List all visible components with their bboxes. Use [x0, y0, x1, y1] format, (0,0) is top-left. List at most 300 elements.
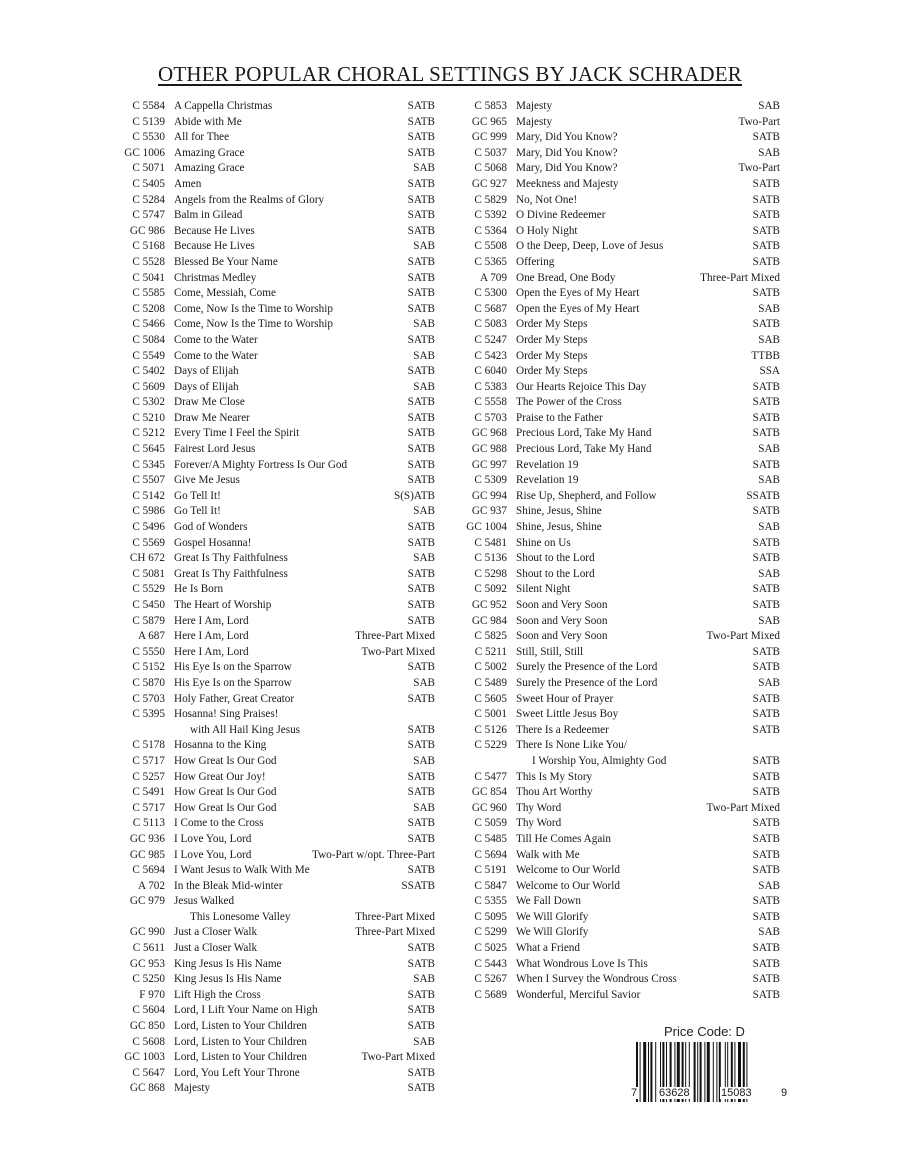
catalog-code: C 5001 — [474, 708, 507, 721]
song-title: I Want Jesus to Walk With Me — [174, 864, 310, 877]
song-title: Thy Word — [516, 817, 562, 830]
catalog-code: A 709 — [479, 271, 507, 284]
song-title: Great Is Thy Faithfulness — [174, 567, 288, 580]
voicing: SATB — [407, 723, 435, 736]
catalog-row — [110, 1003, 435, 1019]
catalog-row — [452, 660, 780, 676]
voicing: SSATB — [746, 489, 780, 502]
catalog-code: C 5191 — [474, 864, 507, 877]
catalog-code: C 5208 — [132, 302, 165, 315]
song-title: O Holy Night — [516, 224, 578, 237]
voicing: SAB — [413, 380, 435, 393]
song-title: Amazing Grace — [174, 162, 245, 175]
catalog-code: C 5477 — [474, 770, 507, 783]
voicing: SAB — [758, 474, 780, 487]
catalog-row — [110, 504, 435, 520]
voicing: SATB — [407, 427, 435, 440]
catalog-code: C 5365 — [474, 255, 507, 268]
catalog-row — [110, 317, 435, 333]
catalog-code: GC 997 — [471, 458, 507, 471]
voicing: SATB — [752, 692, 780, 705]
catalog-row — [110, 1081, 435, 1097]
song-title: We Will Glorify — [516, 926, 589, 939]
catalog-code: GC 965 — [471, 115, 507, 128]
voicing: SATB — [752, 723, 780, 736]
voicing: SATB — [752, 318, 780, 331]
catalog-row — [452, 458, 780, 474]
catalog-code: GC 850 — [129, 1020, 165, 1033]
catalog-row — [110, 863, 435, 879]
catalog-code: GC 1003 — [124, 1051, 165, 1064]
song-title: Lord, Listen to Your Children — [174, 1035, 308, 1048]
catalog-row — [110, 239, 435, 255]
song-title: King Jesus Is His Name — [174, 973, 282, 986]
catalog-code: C 5491 — [132, 786, 165, 799]
song-title: Just a Closer Walk — [174, 942, 258, 955]
catalog-row — [452, 130, 780, 146]
voicing: SATB — [752, 864, 780, 877]
voicing: SAB — [413, 552, 435, 565]
catalog-code: C 5647 — [132, 1066, 165, 1079]
song-title: Gospel Hosanna! — [174, 536, 252, 549]
catalog-row — [110, 161, 435, 177]
catalog-code: C 5703 — [474, 411, 507, 424]
catalog-code: A 702 — [137, 879, 165, 892]
catalog-code: C 5178 — [132, 739, 165, 752]
voicing: SATB — [407, 786, 435, 799]
catalog-code: C 5152 — [132, 661, 165, 674]
voicing: Two-Part Mixed — [706, 801, 780, 814]
song-title: Christmas Medley — [174, 271, 257, 284]
voicing: SATB — [407, 1004, 435, 1017]
catalog-code: C 5530 — [132, 131, 165, 144]
catalog-row — [452, 801, 780, 817]
catalog-code: C 5059 — [474, 817, 507, 830]
voicing: SAB — [413, 754, 435, 767]
catalog-row — [110, 364, 435, 380]
voicing: SATB — [752, 661, 780, 674]
voicing: TTBB — [751, 349, 780, 362]
barcode-first-digit: 7 — [631, 1087, 638, 1099]
catalog-row — [110, 910, 435, 926]
catalog-code: C 5687 — [474, 302, 507, 315]
voicing: SATB — [407, 692, 435, 705]
catalog-code: C 5095 — [474, 910, 507, 923]
catalog-code: GC 994 — [471, 489, 507, 502]
catalog-code: C 5126 — [474, 723, 507, 736]
catalog-row — [452, 614, 780, 630]
song-title: Precious Lord, Take My Hand — [516, 427, 652, 440]
catalog-code: C 5212 — [132, 427, 165, 440]
catalog-row — [452, 380, 780, 396]
voicing: SATB — [752, 708, 780, 721]
catalog-code: C 5299 — [474, 926, 507, 939]
voicing: SATB — [407, 988, 435, 1001]
catalog-row — [452, 115, 780, 131]
catalog-row — [110, 177, 435, 193]
catalog-row — [452, 910, 780, 926]
voicing: SATB — [752, 988, 780, 1001]
song-title: Order My Steps — [516, 318, 588, 331]
song-title: Open the Eyes of My Heart — [516, 287, 640, 300]
voicing: Three-Part Mixed — [700, 271, 780, 284]
song-title: I Love You, Lord — [174, 832, 252, 845]
song-title: How Great Is Our God — [174, 754, 277, 767]
catalog-row — [110, 629, 435, 645]
catalog-row — [452, 99, 780, 115]
song-title: Angels from the Realms of Glory — [174, 193, 325, 206]
voicing: SATB — [407, 599, 435, 611]
catalog-row — [110, 614, 435, 630]
catalog-row — [452, 832, 780, 848]
song-title: Days of Elijah — [174, 365, 239, 378]
voicing: SATB — [752, 957, 780, 970]
catalog-code: C 5071 — [132, 162, 165, 175]
catalog-code: GC 952 — [471, 599, 507, 611]
catalog-row — [452, 208, 780, 224]
catalog-code: C 5558 — [474, 396, 507, 409]
catalog-row — [452, 302, 780, 318]
catalog-code: C 5136 — [474, 552, 507, 565]
catalog-code: C 5309 — [474, 474, 507, 487]
catalog-code: GC 979 — [129, 895, 165, 908]
song-title: What Wondrous Love Is This — [516, 957, 648, 970]
catalog-row — [110, 208, 435, 224]
song-title: There Is a Redeemer — [516, 723, 609, 736]
song-title: Draw Me Nearer — [174, 411, 250, 424]
voicing: SATB — [407, 411, 435, 424]
catalog-code: C 5364 — [474, 224, 507, 237]
song-title: Hosanna! Sing Praises! — [174, 708, 279, 721]
catalog-code: GC 953 — [129, 957, 165, 970]
song-title: Shine, Jesus, Shine — [516, 521, 602, 534]
catalog-row — [452, 707, 780, 723]
catalog-code: C 5605 — [474, 692, 507, 705]
catalog-code: C 5211 — [474, 645, 507, 658]
catalog-code: GC 968 — [471, 427, 507, 440]
catalog-row — [452, 567, 780, 583]
catalog-row — [110, 224, 435, 240]
voicing: SATB — [752, 209, 780, 222]
catalog-code: C 5466 — [132, 318, 165, 331]
song-title: Revelation 19 — [516, 458, 579, 471]
voicing: SATB — [752, 973, 780, 986]
song-title: Order My Steps — [516, 365, 588, 378]
song-title: Come, Now Is the Time to Worship — [174, 302, 333, 315]
song-title: Thou Art Worthy — [516, 786, 593, 799]
song-title: Shout to the Lord — [516, 567, 595, 580]
voicing: SATB — [752, 287, 780, 300]
catalog-code: C 5489 — [474, 676, 507, 689]
catalog-row — [110, 271, 435, 287]
catalog-code: A 687 — [137, 630, 165, 643]
song-title: Blessed Be Your Name — [174, 255, 278, 268]
catalog-code: F 970 — [139, 988, 165, 1001]
catalog-row — [452, 364, 780, 380]
catalog-row — [110, 426, 435, 442]
catalog-code: C 5139 — [132, 115, 165, 128]
catalog-code: C 5694 — [132, 864, 165, 877]
catalog-row — [452, 770, 780, 786]
catalog-row — [452, 411, 780, 427]
catalog-row — [110, 567, 435, 583]
catalog-row — [452, 426, 780, 442]
catalog-code: C 5257 — [132, 770, 165, 783]
song-title: Just a Closer Walk — [174, 926, 258, 939]
catalog-row — [452, 504, 780, 520]
voicing: SATB — [752, 754, 780, 767]
voicing: SATB — [407, 131, 435, 144]
catalog-row — [110, 816, 435, 832]
voicing: SATB — [407, 271, 435, 284]
catalog-code: C 5395 — [132, 708, 165, 721]
voicing: SATB — [407, 333, 435, 346]
catalog-code: GC 936 — [129, 832, 165, 845]
song-title: Lord, You Left Your Throne — [174, 1066, 300, 1079]
voicing: SATB — [752, 240, 780, 253]
song-title: God of Wonders — [174, 521, 248, 534]
song-title: Soon and Very Soon — [516, 599, 608, 611]
voicing: SATB — [407, 1020, 435, 1033]
catalog-code: C 5496 — [132, 521, 165, 534]
catalog-code: GC 868 — [129, 1082, 165, 1095]
catalog-row — [110, 255, 435, 271]
catalog-row — [110, 115, 435, 131]
catalog-row — [110, 692, 435, 708]
voicing: SATB — [407, 100, 435, 112]
catalog-code: C 5585 — [132, 287, 165, 300]
voicing: SAB — [413, 240, 435, 253]
song-title: Here I Am, Lord — [174, 614, 249, 627]
catalog-row — [110, 707, 435, 723]
catalog-code: C 5608 — [132, 1035, 165, 1048]
catalog-row — [110, 1019, 435, 1035]
catalog-code: C 5355 — [474, 895, 507, 908]
voicing: Two-Part Mixed — [361, 645, 435, 658]
catalog-row — [110, 333, 435, 349]
song-title: Surely the Presence of the Lord — [516, 676, 658, 689]
catalog-code: GC 988 — [471, 443, 507, 456]
catalog-row — [110, 99, 435, 115]
catalog-code: C 6040 — [474, 365, 507, 378]
voicing: SATB — [752, 458, 780, 471]
catalog-row — [452, 442, 780, 458]
catalog-code: C 5025 — [474, 942, 507, 955]
song-title: Sweet Little Jesus Boy — [516, 708, 619, 721]
voicing: SATB — [752, 895, 780, 908]
catalog-code: C 5084 — [132, 333, 165, 346]
catalog-row — [110, 801, 435, 817]
catalog-row — [452, 193, 780, 209]
voicing: SATB — [752, 380, 780, 393]
song-title: Meekness and Majesty — [516, 177, 619, 190]
catalog-row — [110, 785, 435, 801]
song-title: Silent Night — [516, 583, 571, 596]
song-title: Majesty — [516, 100, 553, 112]
song-title: Our Hearts Rejoice This Day — [516, 380, 647, 393]
song-title: A Cappella Christmas — [174, 100, 273, 112]
song-title: Lift High the Cross — [174, 988, 261, 1001]
voicing: SATB — [407, 770, 435, 783]
catalog-row — [452, 582, 780, 598]
barcode-digits — [630, 1087, 790, 1101]
catalog-code: C 5443 — [474, 957, 507, 970]
catalog-code: C 5747 — [132, 209, 165, 222]
catalog-row — [452, 551, 780, 567]
catalog-code: C 5284 — [132, 193, 165, 206]
catalog-row — [452, 536, 780, 552]
catalog-code: GC 937 — [471, 505, 507, 518]
voicing: SAB — [758, 521, 780, 534]
voicing: SATB — [752, 224, 780, 237]
song-title: Abide with Me — [174, 115, 242, 128]
voicing: SSA — [759, 365, 780, 378]
catalog-code: C 5584 — [132, 100, 165, 112]
voicing: SATB — [407, 474, 435, 487]
song-title: Precious Lord, Take My Hand — [516, 443, 652, 456]
catalog-code: GC 854 — [471, 786, 507, 799]
page-title-text: OTHER POPULAR CHORAL SETTINGS BY JACK SCHRADER — [157, 62, 743, 86]
voicing: SATB — [407, 942, 435, 955]
catalog-row — [452, 317, 780, 333]
voicing: SATB — [752, 910, 780, 923]
catalog-code: C 5508 — [474, 240, 507, 253]
catalog-code: C 5481 — [474, 536, 507, 549]
catalog-code: C 5142 — [132, 489, 165, 502]
catalog-code: CH 672 — [129, 552, 165, 565]
song-title: How Great Is Our God — [174, 801, 277, 814]
catalog-row — [110, 848, 435, 864]
voicing: SATB — [752, 177, 780, 190]
song-title: Welcome to Our World — [516, 864, 620, 877]
voicing: SATB — [407, 661, 435, 674]
song-title: Mary, Did You Know? — [516, 146, 618, 159]
song-title: Revelation 19 — [516, 474, 579, 487]
voicing: SATB — [752, 255, 780, 268]
catalog-code: GC 927 — [471, 177, 507, 190]
song-title: One Bread, One Body — [516, 271, 616, 284]
catalog-row — [452, 754, 780, 770]
catalog-code: C 5250 — [132, 973, 165, 986]
voicing: SATB — [407, 255, 435, 268]
catalog-code: C 5645 — [132, 443, 165, 456]
song-title: Majesty — [516, 115, 553, 128]
catalog-code: C 5247 — [474, 333, 507, 346]
voicing: SATB — [407, 209, 435, 222]
voicing: SATB — [752, 536, 780, 549]
catalog-row — [110, 660, 435, 676]
catalog-row — [452, 224, 780, 240]
page-title — [0, 62, 900, 87]
catalog-code: C 5392 — [474, 209, 507, 222]
catalog-code: C 5609 — [132, 380, 165, 393]
voicing: SATB — [752, 131, 780, 144]
voicing: SATB — [752, 552, 780, 565]
voicing: SATB — [752, 427, 780, 440]
catalog-row — [110, 738, 435, 754]
voicing: SATB — [752, 645, 780, 658]
voicing: SATB — [407, 443, 435, 456]
catalog-row — [110, 754, 435, 770]
voicing: Two-Part Mixed — [706, 630, 780, 643]
catalog-row — [452, 629, 780, 645]
catalog-row — [452, 161, 780, 177]
catalog-code: C 5423 — [474, 349, 507, 362]
catalog-row — [110, 770, 435, 786]
voicing: SAB — [758, 614, 780, 627]
voicing: SAB — [758, 100, 780, 112]
song-title: Great Is Thy Faithfulness — [174, 552, 288, 565]
song-title: Sweet Hour of Prayer — [516, 692, 614, 705]
song-title: How Great Is Our God — [174, 786, 277, 799]
voicing: SATB — [407, 224, 435, 237]
song-title: Soon and Very Soon — [516, 630, 608, 643]
catalog-row — [110, 1035, 435, 1051]
voicing: SATB — [407, 567, 435, 580]
song-title: We Will Glorify — [516, 910, 589, 923]
catalog-code: C 5229 — [474, 739, 507, 752]
song-title: He Is Born — [174, 583, 224, 596]
catalog-row — [110, 473, 435, 489]
catalog-code: C 5302 — [132, 396, 165, 409]
catalog-code: C 5267 — [474, 973, 507, 986]
catalog-code: GC 990 — [129, 926, 165, 939]
catalog-code: C 5569 — [132, 536, 165, 549]
song-title: Go Tell It! — [174, 489, 221, 502]
catalog-row — [110, 489, 435, 505]
catalog-code: C 5717 — [132, 801, 165, 814]
song-title: Wonderful, Merciful Savior — [516, 988, 641, 1001]
song-title: When I Survey the Wondrous Cross — [516, 973, 677, 986]
voicing: SATB — [407, 583, 435, 596]
song-title: Walk with Me — [516, 848, 580, 861]
catalog-code: C 5611 — [132, 942, 165, 955]
catalog-row — [452, 349, 780, 365]
song-title: Lord, Listen to Your Children — [174, 1020, 308, 1033]
voicing: Three-Part Mixed — [355, 926, 435, 939]
song-title: Mary, Did You Know? — [516, 131, 618, 144]
song-title: Because He Lives — [174, 240, 255, 253]
voicing: SATB — [407, 302, 435, 315]
song-title: Come, Messiah, Come — [174, 287, 276, 300]
song-title: Every Time I Feel the Spirit — [174, 427, 300, 440]
catalog-row — [110, 1050, 435, 1066]
catalog-row — [452, 177, 780, 193]
catalog-code: C 5717 — [132, 754, 165, 767]
voicing: Three-Part Mixed — [355, 910, 435, 923]
catalog-row — [110, 442, 435, 458]
catalog-row — [452, 489, 780, 505]
catalog-row — [110, 380, 435, 396]
catalog-code: C 5113 — [132, 817, 165, 830]
catalog-code: C 5210 — [132, 411, 165, 424]
catalog-row — [110, 988, 435, 1004]
song-title: Majesty — [174, 1082, 211, 1095]
voicing: SATB — [407, 1066, 435, 1079]
catalog-row — [452, 598, 780, 614]
voicing: SATB — [407, 957, 435, 970]
catalog-row — [110, 302, 435, 318]
song-title: Here I Am, Lord — [174, 630, 249, 643]
song-title: O Divine Redeemer — [516, 209, 606, 222]
voicing: SATB — [407, 365, 435, 378]
song-title: All for Thee — [174, 131, 230, 144]
voicing: SSATB — [401, 879, 435, 892]
catalog-code: C 5068 — [474, 162, 507, 175]
catalog-code: C 5485 — [474, 832, 507, 845]
song-title: Jesus Walked — [174, 895, 235, 908]
barcode-right-group: 15083 — [721, 1087, 752, 1099]
